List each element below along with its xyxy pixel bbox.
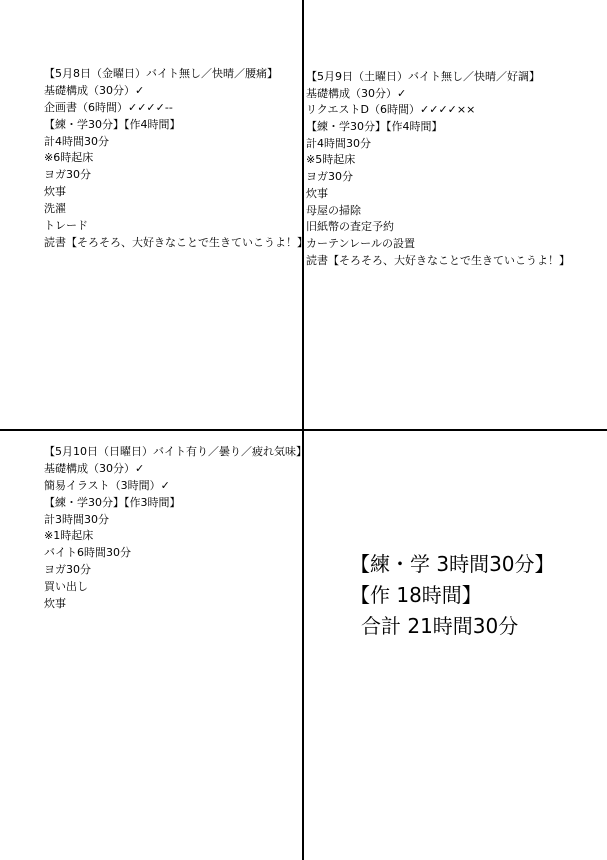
entry-line: 読書【そろそろ、大好きなことで生きていこうよ！】 — [306, 253, 570, 267]
entry-line: 計4時間30分 — [44, 134, 109, 148]
entry-line: ※5時起床 — [306, 153, 356, 167]
entry-line: バイト6時間30分 — [44, 546, 131, 560]
journal-entry-may-8 — [44, 66, 308, 252]
entry-line: カーテンレールの設置 — [306, 236, 415, 250]
entry-line: 買い出し — [44, 580, 88, 594]
entry-line: 基礎構成（30分）✓ — [44, 461, 145, 475]
entry-line: ヨガ30分 — [44, 563, 91, 577]
entry-line: ヨガ30分 — [44, 168, 91, 182]
time-summary — [350, 549, 555, 642]
entry-line: 洗濯 — [44, 202, 66, 216]
entry-line: 基礎構成（30分）✓ — [44, 83, 145, 97]
summary-work: 【作 18時間】 — [350, 583, 482, 607]
entry-line: 母屋の掃除 — [306, 203, 361, 217]
entry-line: 計4時間30分 — [306, 136, 371, 150]
summary-total: 合計 21時間30分 — [361, 614, 519, 638]
entry-line: 簡易イラスト（3時間）✓ — [44, 478, 170, 492]
entry-line: 【練・学30分】【作4時間】 — [44, 117, 181, 131]
entry-line: 読書【そろそろ、大好きなことで生きていこうよ！】 — [44, 235, 308, 249]
entry-header: 【5月8日（金曜日）バイト無し／快晴／腰痛】 — [44, 67, 278, 80]
entry-line: 旧紙幣の査定予約 — [306, 220, 394, 234]
entry-line: 炊事 — [306, 186, 328, 200]
journal-entry-may-9 — [306, 69, 570, 269]
entry-line: ※1時起床 — [44, 529, 94, 543]
entry-line: 【練・学30分】【作4時間】 — [306, 120, 443, 134]
entry-header: 【5月9日（土曜日）バイト無し／快晴／好調】 — [306, 70, 540, 83]
entry-line: 計3時間30分 — [44, 512, 109, 526]
entry-line: 炊事 — [44, 185, 66, 199]
entry-line: 企画書（6時間）✓✓✓✓-- — [44, 100, 173, 114]
summary-study: 【練・学 3時間30分】 — [350, 552, 555, 576]
entry-line: トレード — [44, 219, 88, 233]
journal-entry-may-10 — [44, 444, 307, 613]
entry-line: 基礎構成（30分）✓ — [306, 86, 407, 100]
entry-line: 炊事 — [44, 597, 66, 611]
entry-line: ※6時起床 — [44, 151, 94, 165]
entry-header: 【5月10日（日曜日）バイト有り／曇り／疲れ気味】 — [44, 445, 307, 458]
entry-line: ヨガ30分 — [306, 170, 353, 184]
entry-line: 【練・学30分】【作3時間】 — [44, 495, 181, 509]
horizontal-divider — [0, 429, 607, 431]
entry-line: リクエストD（6時間）✓✓✓✓×× — [306, 103, 476, 117]
